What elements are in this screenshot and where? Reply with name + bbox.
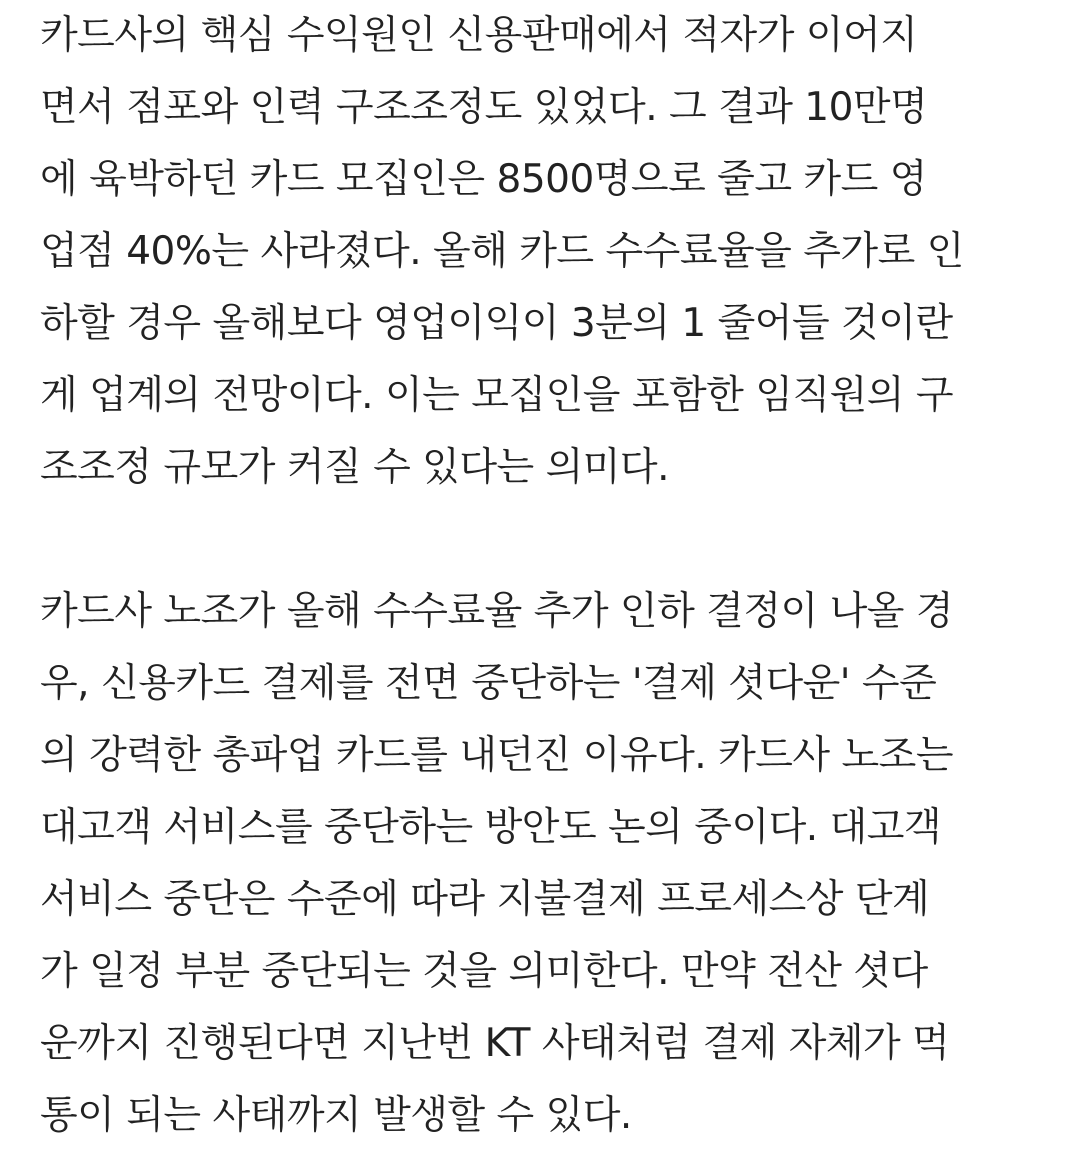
paragraph-2: [40, 576, 1050, 1152]
text-line: 의 강력한 총파업 카드를 내던진 이유다. 카드사 노조는: [40, 733, 954, 778]
text-line: 면서 점포와 인력 구조조정도 있었다. 그 결과 10만명: [40, 85, 928, 130]
text-line: 가 일정 부분 중단되는 것을 의미한다. 만약 전산 셧다: [40, 949, 928, 994]
article-body: [40, 0, 1050, 1152]
text-line: 서비스 중단은 수준에 따라 지불결제 프로세스상 단계: [40, 877, 930, 922]
text-line: 카드사의 핵심 수익원인 신용판매에서 적자가 이어지: [40, 13, 918, 58]
text-line: 카드사 노조가 올해 수수료율 추가 인하 결정이 나올 경: [40, 589, 954, 634]
text-line: 우, 신용카드 결제를 전면 중단하는 '결제 셧다운' 수준: [40, 661, 937, 706]
text-line: 업점 40%는 사라졌다. 올해 카드 수수료율을 추가로 인: [40, 229, 964, 274]
text-line: 하할 경우 올해보다 영업이익이 3분의 1 줄어들 것이란: [40, 301, 953, 346]
text-line: 대고객 서비스를 중단하는 방안도 논의 중이다. 대고객: [40, 805, 942, 850]
paragraph-1: [40, 0, 1050, 504]
text-line: 에 육박하던 카드 모집인은 8500명으로 줄고 카드 영: [40, 157, 927, 202]
text-line: 운까지 진행된다면 지난번 KT 사태처럼 결제 자체가 먹: [40, 1021, 950, 1066]
text-line: 조조정 규모가 커질 수 있다는 의미다.: [40, 445, 669, 490]
text-line: 게 업계의 전망이다. 이는 모집인을 포함한 임직원의 구: [40, 373, 954, 418]
text-line: 통이 되는 사태까지 발생할 수 있다.: [40, 1093, 632, 1138]
